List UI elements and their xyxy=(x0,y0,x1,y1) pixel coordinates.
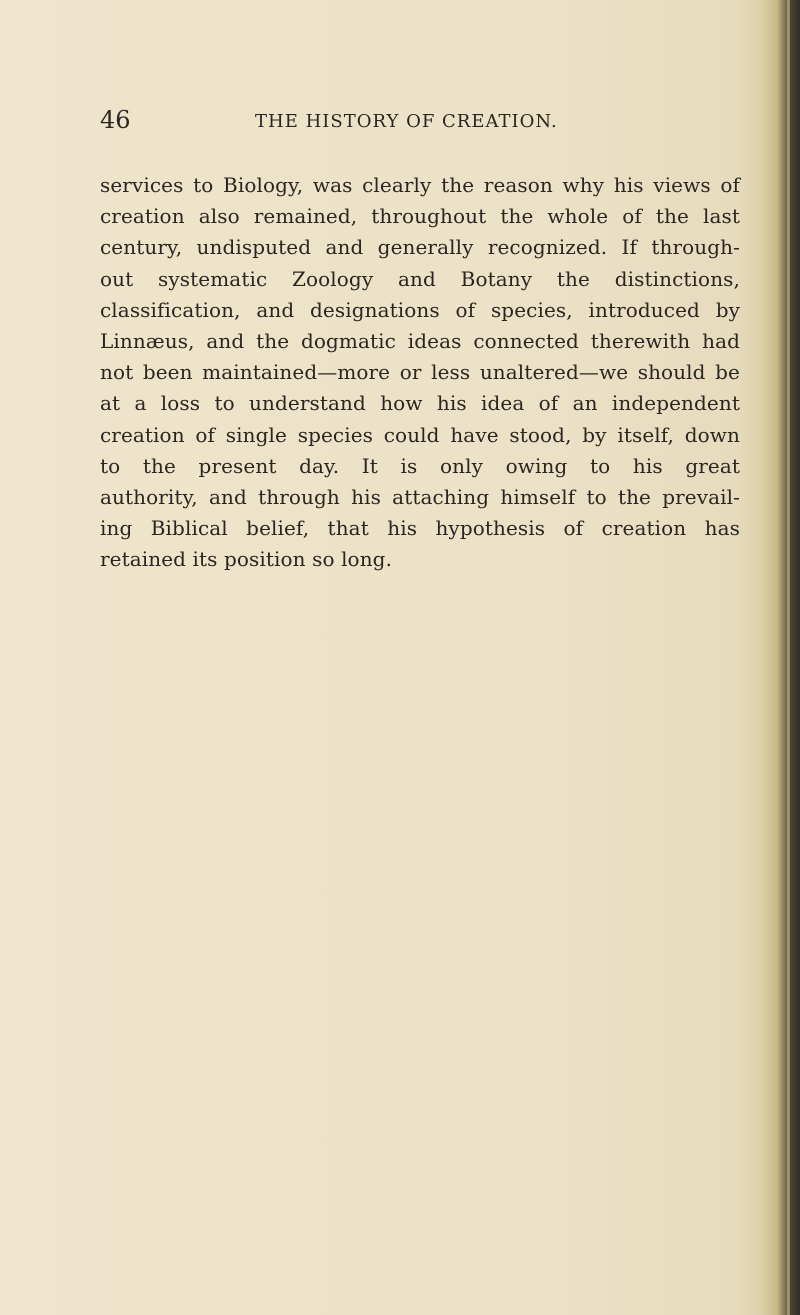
text-line: century, undisputed and generally recognized. If through- xyxy=(100,235,740,260)
text-line: services to Biology, was clearly the reason why his views of xyxy=(100,173,740,197)
text-line: out systematic Zoology and Botany the distinctions, xyxy=(100,266,740,291)
text-line: authority, and through his attaching himself to the prevail- xyxy=(100,485,740,510)
page-header xyxy=(100,106,740,146)
body-paragraph xyxy=(100,170,740,576)
running-head: THE HISTORY OF CREATION. xyxy=(255,111,558,132)
text-line: to the present day. It is only owing to his great xyxy=(100,453,740,478)
text-line: creation also remained, throughout the whole of the last xyxy=(100,204,740,229)
text-line-last: retained its position so long. xyxy=(100,547,393,572)
page-edge-shadow xyxy=(762,0,800,1315)
text-line: classification, and designations of species, introduced by xyxy=(100,297,740,322)
text-line: creation of single species could have stood, by itself, down xyxy=(100,422,740,447)
page-number: 46 xyxy=(100,106,131,134)
page-edge-line xyxy=(787,0,790,1315)
text-line: ing Biblical belief, that his hypothesis of creation has xyxy=(100,516,740,541)
text-line: Linnæus, and the dogmatic ideas connected therewith had xyxy=(100,329,740,354)
text-line: not been maintained—more or less unaltered—we should be xyxy=(100,360,740,385)
text-line: at a loss to understand how his idea of an independent xyxy=(100,391,740,416)
